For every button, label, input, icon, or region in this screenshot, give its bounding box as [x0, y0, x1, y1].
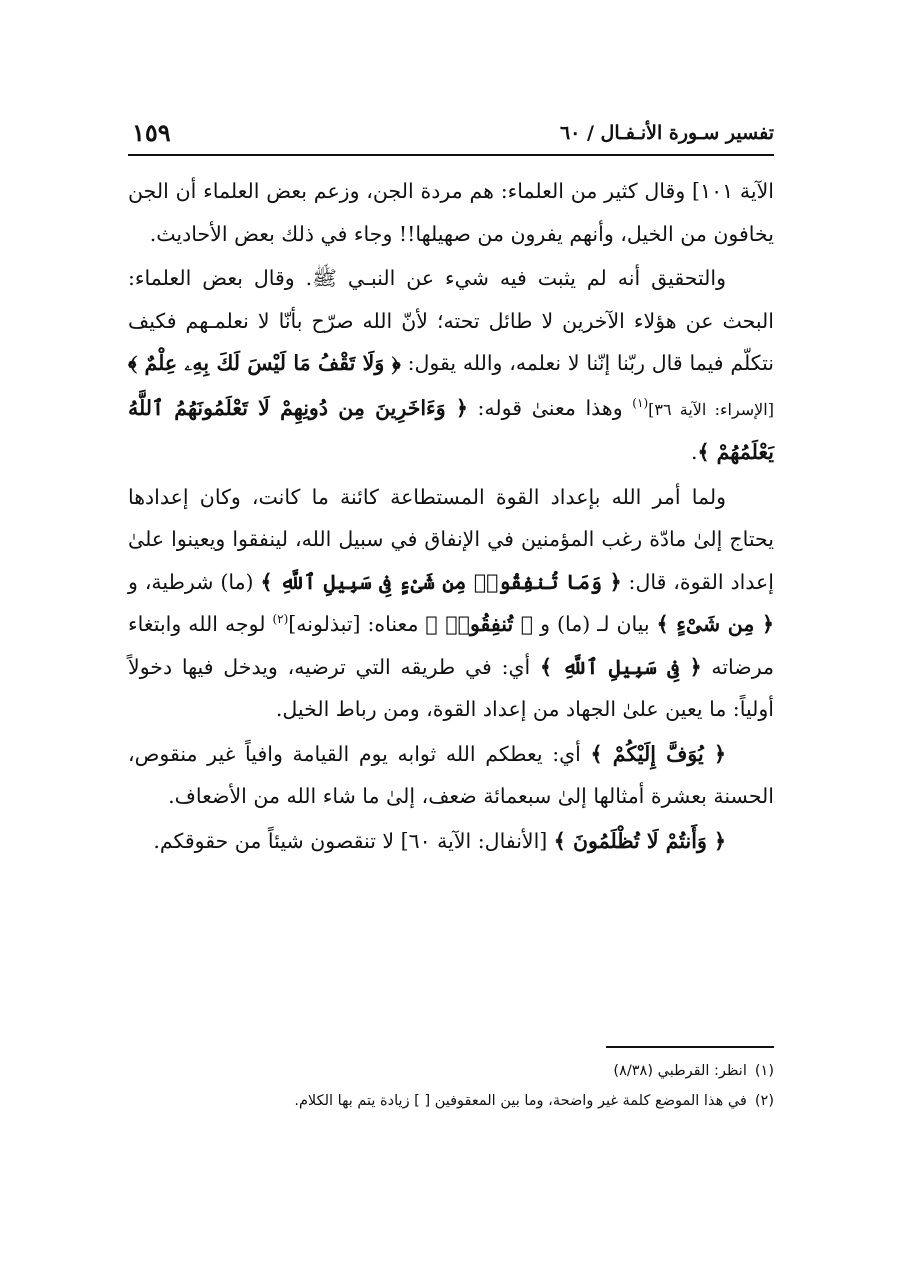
paragraph-3-text-e: لوجه الله وابتغاء مرضاته: [128, 612, 774, 679]
quran-verse: ﴿ وَأَنتُمْ لَا تُظْلَمُونَ ﴾: [553, 828, 726, 853]
quran-verse: ﴿ مِن شَىْءٍ ﴾: [656, 612, 774, 636]
book-page: [128, 0, 774, 1271]
paragraph-2-text-c: وهذا معنىٰ قوله:: [467, 395, 633, 420]
paragraph-2: [128, 257, 774, 474]
footnote-divider: [606, 1046, 774, 1048]
paragraph-1: الآية ١٠١] وقال كثير من العلماء: هم مردة الجن، وزعم بعض العلماء أن الجن يخافون من الخيل، وأنهم يفرون من صهيلها!! وجاء في ذلك بعض الأحاديث.: [128, 179, 774, 246]
quran-verse: ﴿ تُنفِقُوا۟ ﴾: [425, 612, 534, 636]
footnote-ref-2: (٢): [272, 612, 289, 627]
footnote-number: (١): [754, 1063, 774, 1079]
paragraph-4: [128, 733, 774, 818]
footnote-number: (٢): [754, 1093, 774, 1109]
body-text: [128, 170, 774, 864]
paragraph-3-text-c: بيان لـ (ما) و: [533, 612, 657, 636]
paragraph-2-text-a: والتحقيق أنه لم يثبت فيه شيء عن النبـي ﷺ. وقال بعض العلماء: البحث عن هؤلاء الآخرين لا طائل تحته؛ لأنّ الله صرّح بأنّا لا نعلمـهم فكيف نتكلّم فيما قال ربّنا إنّنا لا نعلمه، والله يقول:: [128, 266, 774, 375]
footnote-1: [128, 1056, 774, 1086]
paragraph-2-text-d: .: [690, 440, 698, 464]
paragraph-5-text: [الأنفال: الآية ٦٠] لا تنقصون شيئاً من حقوقكم.: [153, 828, 554, 853]
page-number: ١٥٩: [132, 118, 171, 147]
paragraph-3-text-b: (ما) شرطية، و: [128, 569, 261, 594]
quran-verse: ﴿ يُوَفَّ إِلَيْكُمْ ﴾: [590, 741, 726, 766]
paragraph-3-text-f: أي: في طريقه التي ترضيه، ويدخل فيها دخولاً أولياً: ما يعين علىٰ الجهاد من إعداد القوة، ومن رباط الخيل.: [128, 654, 774, 721]
verse-reference: [الإسراء: الآية ٣٦]: [648, 399, 774, 419]
quran-verse: ﴿ فِى سَبِيلِ ٱللَّهِ ﴾: [539, 654, 702, 679]
paragraph-5: [128, 820, 774, 863]
page-header: [128, 112, 774, 156]
quran-verse: ﴿ وَءَاخَرِينَ مِن دُونِهِمْ لَا تَعْلَمُونَهُمُ ٱللَّهُ يَعْلَمُهُمْ ﴾: [128, 395, 774, 464]
footnotes: [128, 1056, 774, 1116]
footnote-text: في هذا الموضع كلمة غير واضحة، وما بين المعقوفين [ ] زيادة يتم بها الكلام.: [294, 1093, 747, 1109]
running-title: تفسير سـورة الأنـفـال / ٦٠: [559, 122, 774, 144]
paragraph-3-text-d: معناه: [تبذلونه]: [288, 612, 426, 636]
footnote-2: [128, 1086, 774, 1116]
quran-verse: ﴿ وَمَا تُنفِقُوا۟ مِن شَىْءٍ فِى سَبِيلِ ٱللَّهِ ﴾: [260, 569, 622, 594]
footnote-ref-1: (١): [632, 395, 649, 410]
quran-verse: ﴿ وَلَا تَقْفُ مَا لَيْسَ لَكَ بِهِۦ عِلْمٌ ﴾: [128, 351, 401, 375]
paragraph-3-text-a: ولما أمر الله بإعداد القوة المستطاعة كائنة ما كانت، وكان إعدادها يحتاج إلىٰ مادّة رغب المؤمنين في الإنفاق في سبيل الله، لينفقوا ويعينوا علىٰ إعداد القوة، قال:: [128, 484, 774, 594]
footnote-text: انظر: القرطبي (٨/٣٨): [613, 1063, 747, 1079]
paragraph-4-text: أي: يعطكم الله ثوابه يوم القيامة وافياً غير منقوص، الحسنة بعشرة أمثالها إلىٰ سبعمائة ضعف، إلىٰ ما شاء الله من الأضعاف.: [128, 741, 774, 808]
paragraph-3: [128, 476, 774, 731]
